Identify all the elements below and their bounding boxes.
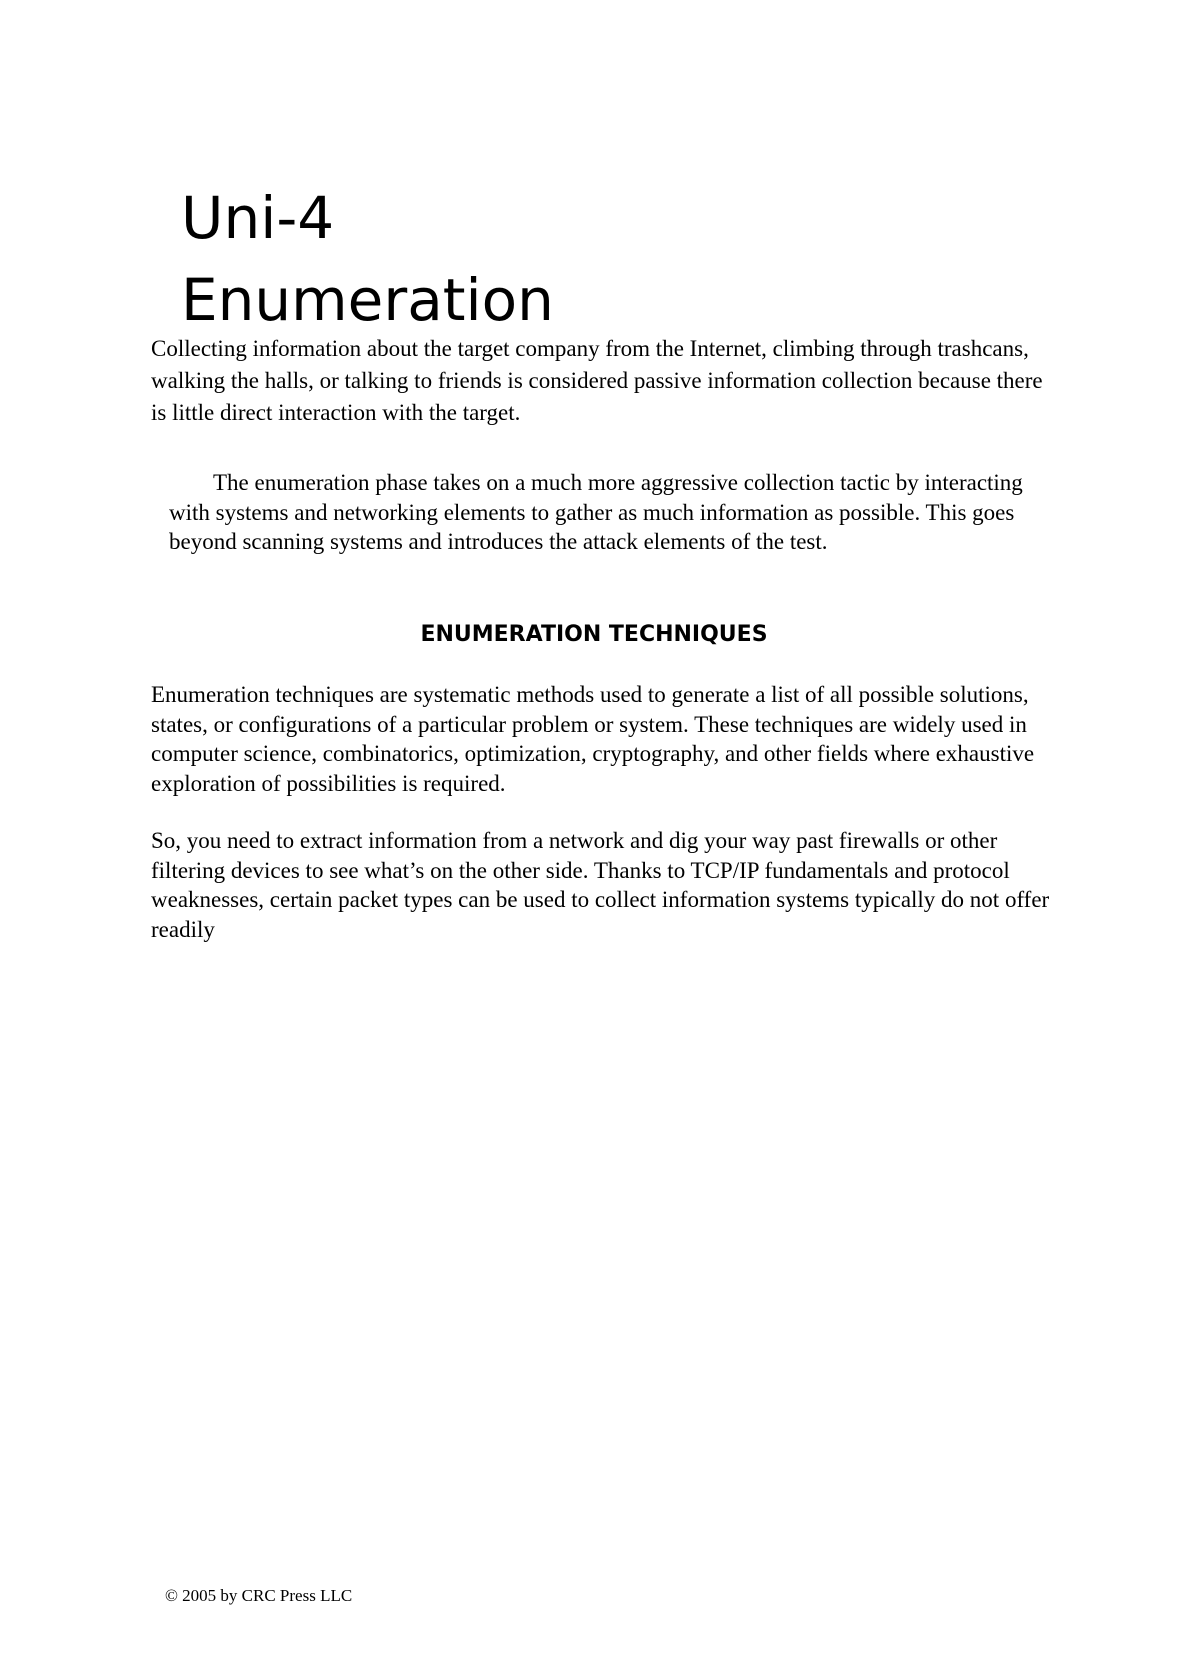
page-title-line-2: Enumeration	[181, 266, 554, 334]
copyright-footer: © 2005 by CRC Press LLC	[165, 1586, 353, 1605]
intro-paragraph: Collecting information about the target company from the Internet, climbing through trashcans, walking the halls, or talking to friends is considered passive information collection because there is little direct interaction with the target.	[151, 336, 1043, 425]
techniques-paragraph: Enumeration techniques are systematic methods used to generate a list of all possible solutions, states, or configurations of a particular problem or system. These techniques are widely used in computer science, combinatorics, optimization, cryptography, and other fields where exhaustive exploration of possibilities is required.	[151, 682, 1035, 796]
page-title-line-1: Uni-4	[181, 184, 335, 252]
network-paragraph: So, you need to extract information from a network and dig your way past firewalls or other filtering devices to see what’s on the other side. Thanks to TCP/IP fundamentals and protocol weaknesses, certain packet types can be used to collect information systems typically do not offer readily	[151, 828, 1050, 942]
section-heading: ENUMERATION TECHNIQUES	[420, 622, 768, 647]
enumeration-phase-paragraph: The enumeration phase takes on a much more aggressive collection tactic by interacting with systems and networking elements to gather as much information as possible. This goes beyond scanning systems and introduces the attack elements of the test.	[169, 470, 1023, 554]
